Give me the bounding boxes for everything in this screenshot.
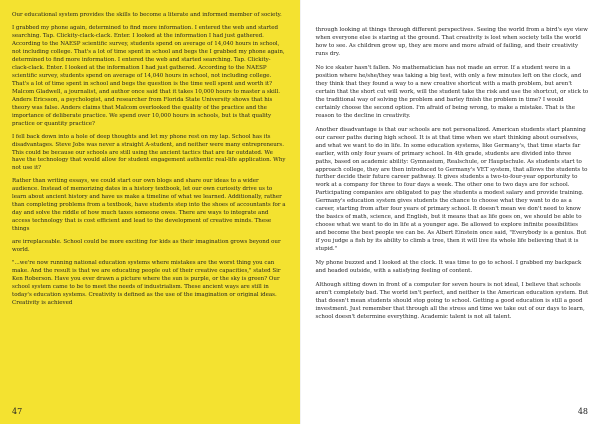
page-number: 47 xyxy=(12,407,23,416)
paragraph: Another disadvantage is that our schools are not personalized. American students start planning our career paths during high school. It is at that time when we start thinking about ourselves, and what we want to do in life. In some education systems, like Germany's, that time starts far earlier, with only four years of primary school. In 4th grade, students are divided into three paths, based on academic ability: Gymnasium, Realschule, or Hauptschule. As students start to approach college, they are then introduced to Germany's VET system, that allows the students to further decide their future career pathway. It gives students a two-to-four-year opportunity to work at a company for three to four days a week. The other one to two days are for school. Participating companies are obligated to pay the students a modest salary and provide training. Germany's education system gives students the chance to choose what they want to do as a career, starting from after four years of primary school. It doesn't mean we don't need to know the basics of math, science, and English, but it means that as life goes on, we should be able to choose what we want to do in life at a younger age. Be allowed to explore infinite possibilities and become the best people we can be. As Albert Einstein once said, "Everybody is a genius. But if you judge a fish by its ability to climb a tree, then it will live its whole life believing that it is stupid." xyxy=(315,126,588,253)
page-number: 48 xyxy=(577,407,588,416)
paragraph: "...we're now running national education systems where mistakes are the worst thing you can make. And the result is that we are educating people out of their creative capacities," stated Sir Ken Roberson. Have you ever drawn a picture where the sun is purple, or the sky is green? Our school system came to be to meet the needs of industrialism. These ancient ways are still in today's education systems. Creativity is defined as the use of the imagination or original ideas. Creativity is achieved xyxy=(12,260,281,306)
paragraph: are irreplaceable. School could be more exciting for kids as their imagination grows beyond our world. xyxy=(12,239,281,254)
paragraph: I fell back down into a hole of deep thoughts and let my phone rest on my lap. School has its disadvantages. Steve Jobs was never a straight A-student, and neither were many entrepreneurs. This could be because our schools are still using the ancient tactics that are far outdated. We have the technology that would allow for student engagement authentic real-life application. Why not use it? xyxy=(12,133,286,172)
right-page xyxy=(301,0,600,424)
paragraph: Our educational system provides the skills to become a literate and informed member of society. xyxy=(12,12,282,18)
left-page-text xyxy=(12,12,287,308)
paragraph: No ice skater hasn't fallen. No mathematician has not made an error. If a student were in a position where he/she/they was taking a big test, with only a few minutes left on the clock, and they think that they found a way to a new creative shortcut with a math problem, but aren't certain that the short cut will work, will the student take the risk and use the shortcut, or stick to the traditional way of solving the problem and barley finish the problem in time? I would certainly choose the second option. I'm afraid of being wrong, to make a mistake. That is the reason to the decline in creativity. xyxy=(315,64,589,119)
paragraph: I grabbed my phone again, determined to find more information. I entered the web and started searching. Tap. Clickity-clack-clack. Enter. I looked at the information I had just gathered. According to the NAESP scientific survey, students spend on average of 14,040 hours in school, not including college. That's a lot of time spent in school and begs the I grabbed my phone again, determined to find more information. I entered the web and started searching. Tap. Clickity-clack-clack. Enter. I looked at the information I had just gathered. According to the NAESP scientific survey, students spend on average of 14,040 hours in school, not including college. That's a lot of time spent in school and begs the question is the time well spent and worth it? Malcom Gladwell, a journalist, and author once said that it takes 10,000 hours to master a skill. Anders Ericsson, a psychologist, and researcher from Florida State University shows that his theory was false. Anders claims that Malcom overlooked the quality of the practice and the importance of deliberate practice. We spend over 10,000 hours in schools, but is that quality practice or quantity practice? xyxy=(12,24,285,127)
paragraph: My phone buzzed and I looked at the clock. It was time to go to school. I grabbed my backpack and headed outside, with a satisfying feeling of content. xyxy=(315,260,582,275)
paragraph: Rather than writing essays, we could start our own blogs and share our ideas to a wider audience. Instead of memorizing dates in a history textbook, let our own curiosity drive us to learn about ancient history and have us make a timeline of what we learned. Additionally, rather than completing problems from a textbook, have students step into the shoes of accountants for a day and solve the riddle of how much taxes someone owes. There are ways to integrate and access technology that is cost efficient and lead to the development of creative minds. These things xyxy=(12,178,286,233)
right-page-text xyxy=(316,27,590,322)
paragraph: Although sitting down in front of a computer for seven hours is not ideal, I believe that schools aren't completely bad. The world isn't perfect, and neither is the American education system. But that doesn't mean students should stop going to school. Getting a good education is still a good investment. Just remember that through all the stress and time we take out of our days to learn, school doesn't determine everything. Academic talent is not all talent. xyxy=(315,282,589,320)
paragraph: through looking at things through different perspectives. Seeing the world from a bird's eye view when everyone else is staring at the ground. That creativity is lost when society tells the world how to see. As children grow up, they are more and more afraid of failing, and their creativity runs dry. xyxy=(315,27,588,57)
